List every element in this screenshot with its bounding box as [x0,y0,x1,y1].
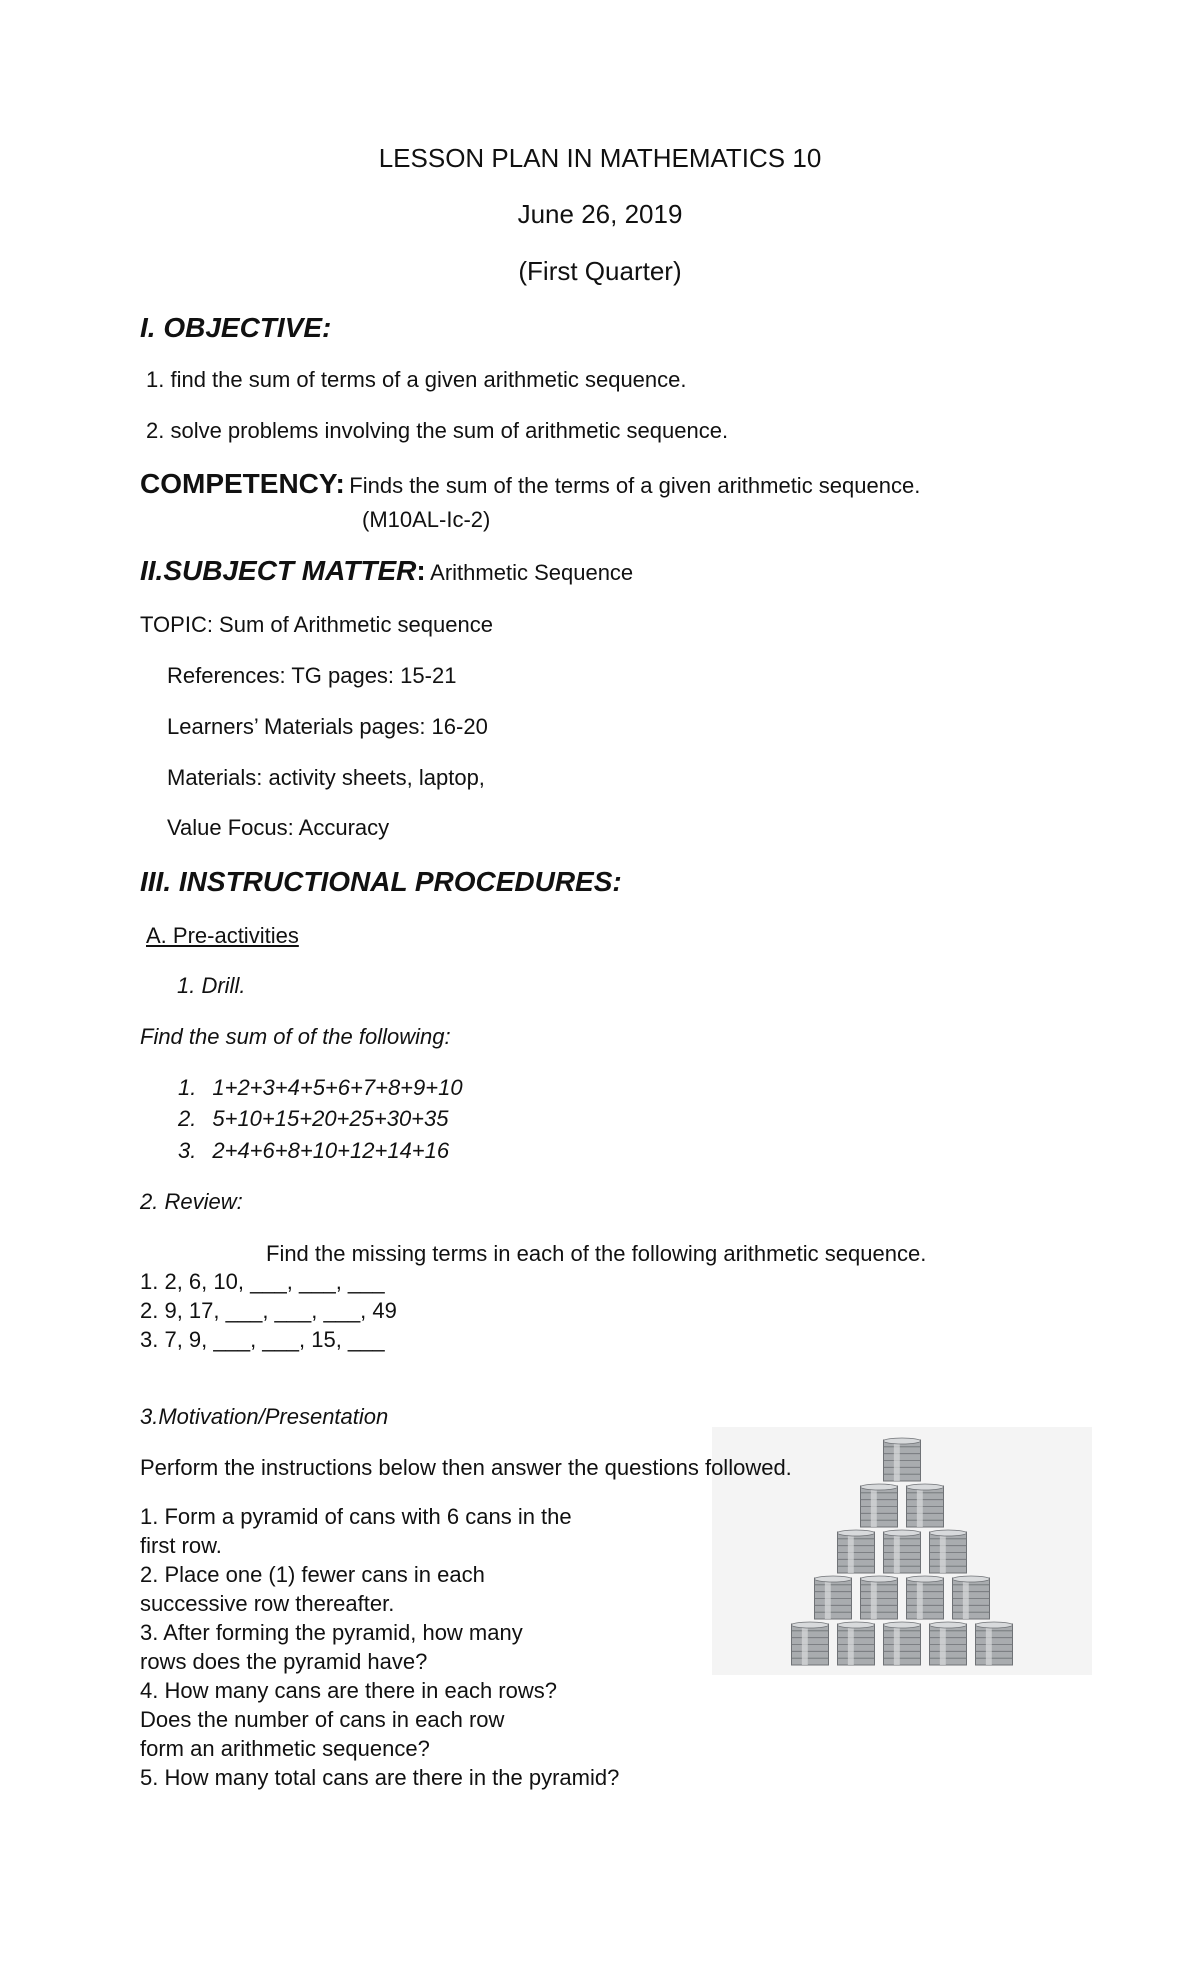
motivation-line: first row. [140,1533,222,1558]
quarter-label: (First Quarter) [518,256,682,286]
drill-item-number: 3. [178,1138,197,1163]
objective-item-1: 1. find the sum of terms of a given arithmetic sequence. [146,367,687,392]
motivation-line: 5. How many total cans are there in the pyramid? [140,1765,620,1790]
can-icon [884,1438,921,1481]
competency-line [140,468,920,500]
motivation-line: rows does the pyramid have? [140,1649,428,1674]
references-line: References: TG pages: 15-21 [167,663,457,688]
motivation-line: Does the number of cans in each row [140,1707,505,1732]
value-focus-line: Value Focus: Accuracy [167,815,390,840]
drill-item-1 [178,1075,463,1101]
motivation-line: 1. Form a pyramid of cans with 6 cans in the [140,1504,572,1529]
drill-instruction: Find the sum of of the following: [140,1024,451,1049]
can-icon [930,1622,967,1665]
review-label: 2. Review: [140,1189,243,1214]
procedures-heading: III. INSTRUCTIONAL PROCEDURES: [140,866,622,897]
competency-code: (M10AL-Ic-2) [362,507,491,532]
can-icon [815,1576,852,1619]
can-icon [930,1530,967,1573]
drill-item-text: 2+4+6+8+10+12+14+16 [212,1138,450,1163]
pre-activities-label: A. Pre-activities [146,923,299,948]
can-icon [861,1576,898,1619]
motivation-label: 3.Motivation/Presentation [140,1404,389,1429]
motivation-steps [140,1502,619,1792]
subject-matter-colon: : [416,555,426,586]
can-icon [861,1484,898,1527]
lesson-date: June 26, 2019 [517,199,683,229]
page-title: LESSON PLAN IN MATHEMATICS 10 [378,143,822,173]
motivation-line: 2. Place one (1) fewer cans in each [140,1562,485,1587]
motivation-line: successive row thereafter. [140,1591,395,1616]
can-icon [976,1622,1013,1665]
competency-label: COMPETENCY: [140,468,345,499]
subject-matter-line [140,555,633,587]
review-item-2: 2. 9, 17, ___, ___, ___, 49 [140,1298,397,1323]
motivation-line: form an arithmetic sequence? [140,1736,430,1761]
review-item-3: 3. 7, 9, ___, ___, 15, ___ [140,1327,385,1352]
learners-materials-line: Learners’ Materials pages: 16-20 [167,714,488,739]
drill-item-number: 2. [178,1106,197,1131]
competency-text: Finds the sum of the terms of a given arithmetic sequence. [349,473,921,498]
can-icon [953,1576,990,1619]
can-icon [907,1484,944,1527]
can-icon [792,1622,829,1665]
subject-matter-value: Arithmetic Sequence [430,560,634,585]
review-instruction: Find the missing terms in each of the following arithmetic sequence. [266,1241,927,1266]
can-icon [838,1530,875,1573]
drill-item-text: 5+10+15+20+25+30+35 [212,1106,449,1131]
motivation-instruction: Perform the instructions below then answer the questions followed. [140,1455,792,1480]
drill-label: 1. Drill. [177,973,246,998]
review-item-1: 1. 2, 6, 10, ___, ___, ___ [140,1269,385,1294]
drill-item-number: 1. [178,1075,197,1100]
drill-item-text: 1+2+3+4+5+6+7+8+9+10 [212,1075,463,1100]
motivation-line: 3. After forming the pyramid, how many [140,1620,523,1645]
can-icon [884,1622,921,1665]
materials-line: Materials: activity sheets, laptop, [167,765,485,790]
can-icon [838,1622,875,1665]
topic-line: TOPIC: Sum of Arithmetic sequence [140,612,493,637]
drill-item-2 [178,1106,449,1132]
objective-item-2: 2. solve problems involving the sum of arithmetic sequence. [146,418,729,443]
objective-heading: I. OBJECTIVE: [140,312,332,343]
can-icon [907,1576,944,1619]
drill-item-3 [178,1138,449,1164]
can-icon [884,1530,921,1573]
subject-matter-heading: II.SUBJECT MATTER [140,555,417,586]
motivation-line: 4. How many cans are there in each rows? [140,1678,557,1703]
